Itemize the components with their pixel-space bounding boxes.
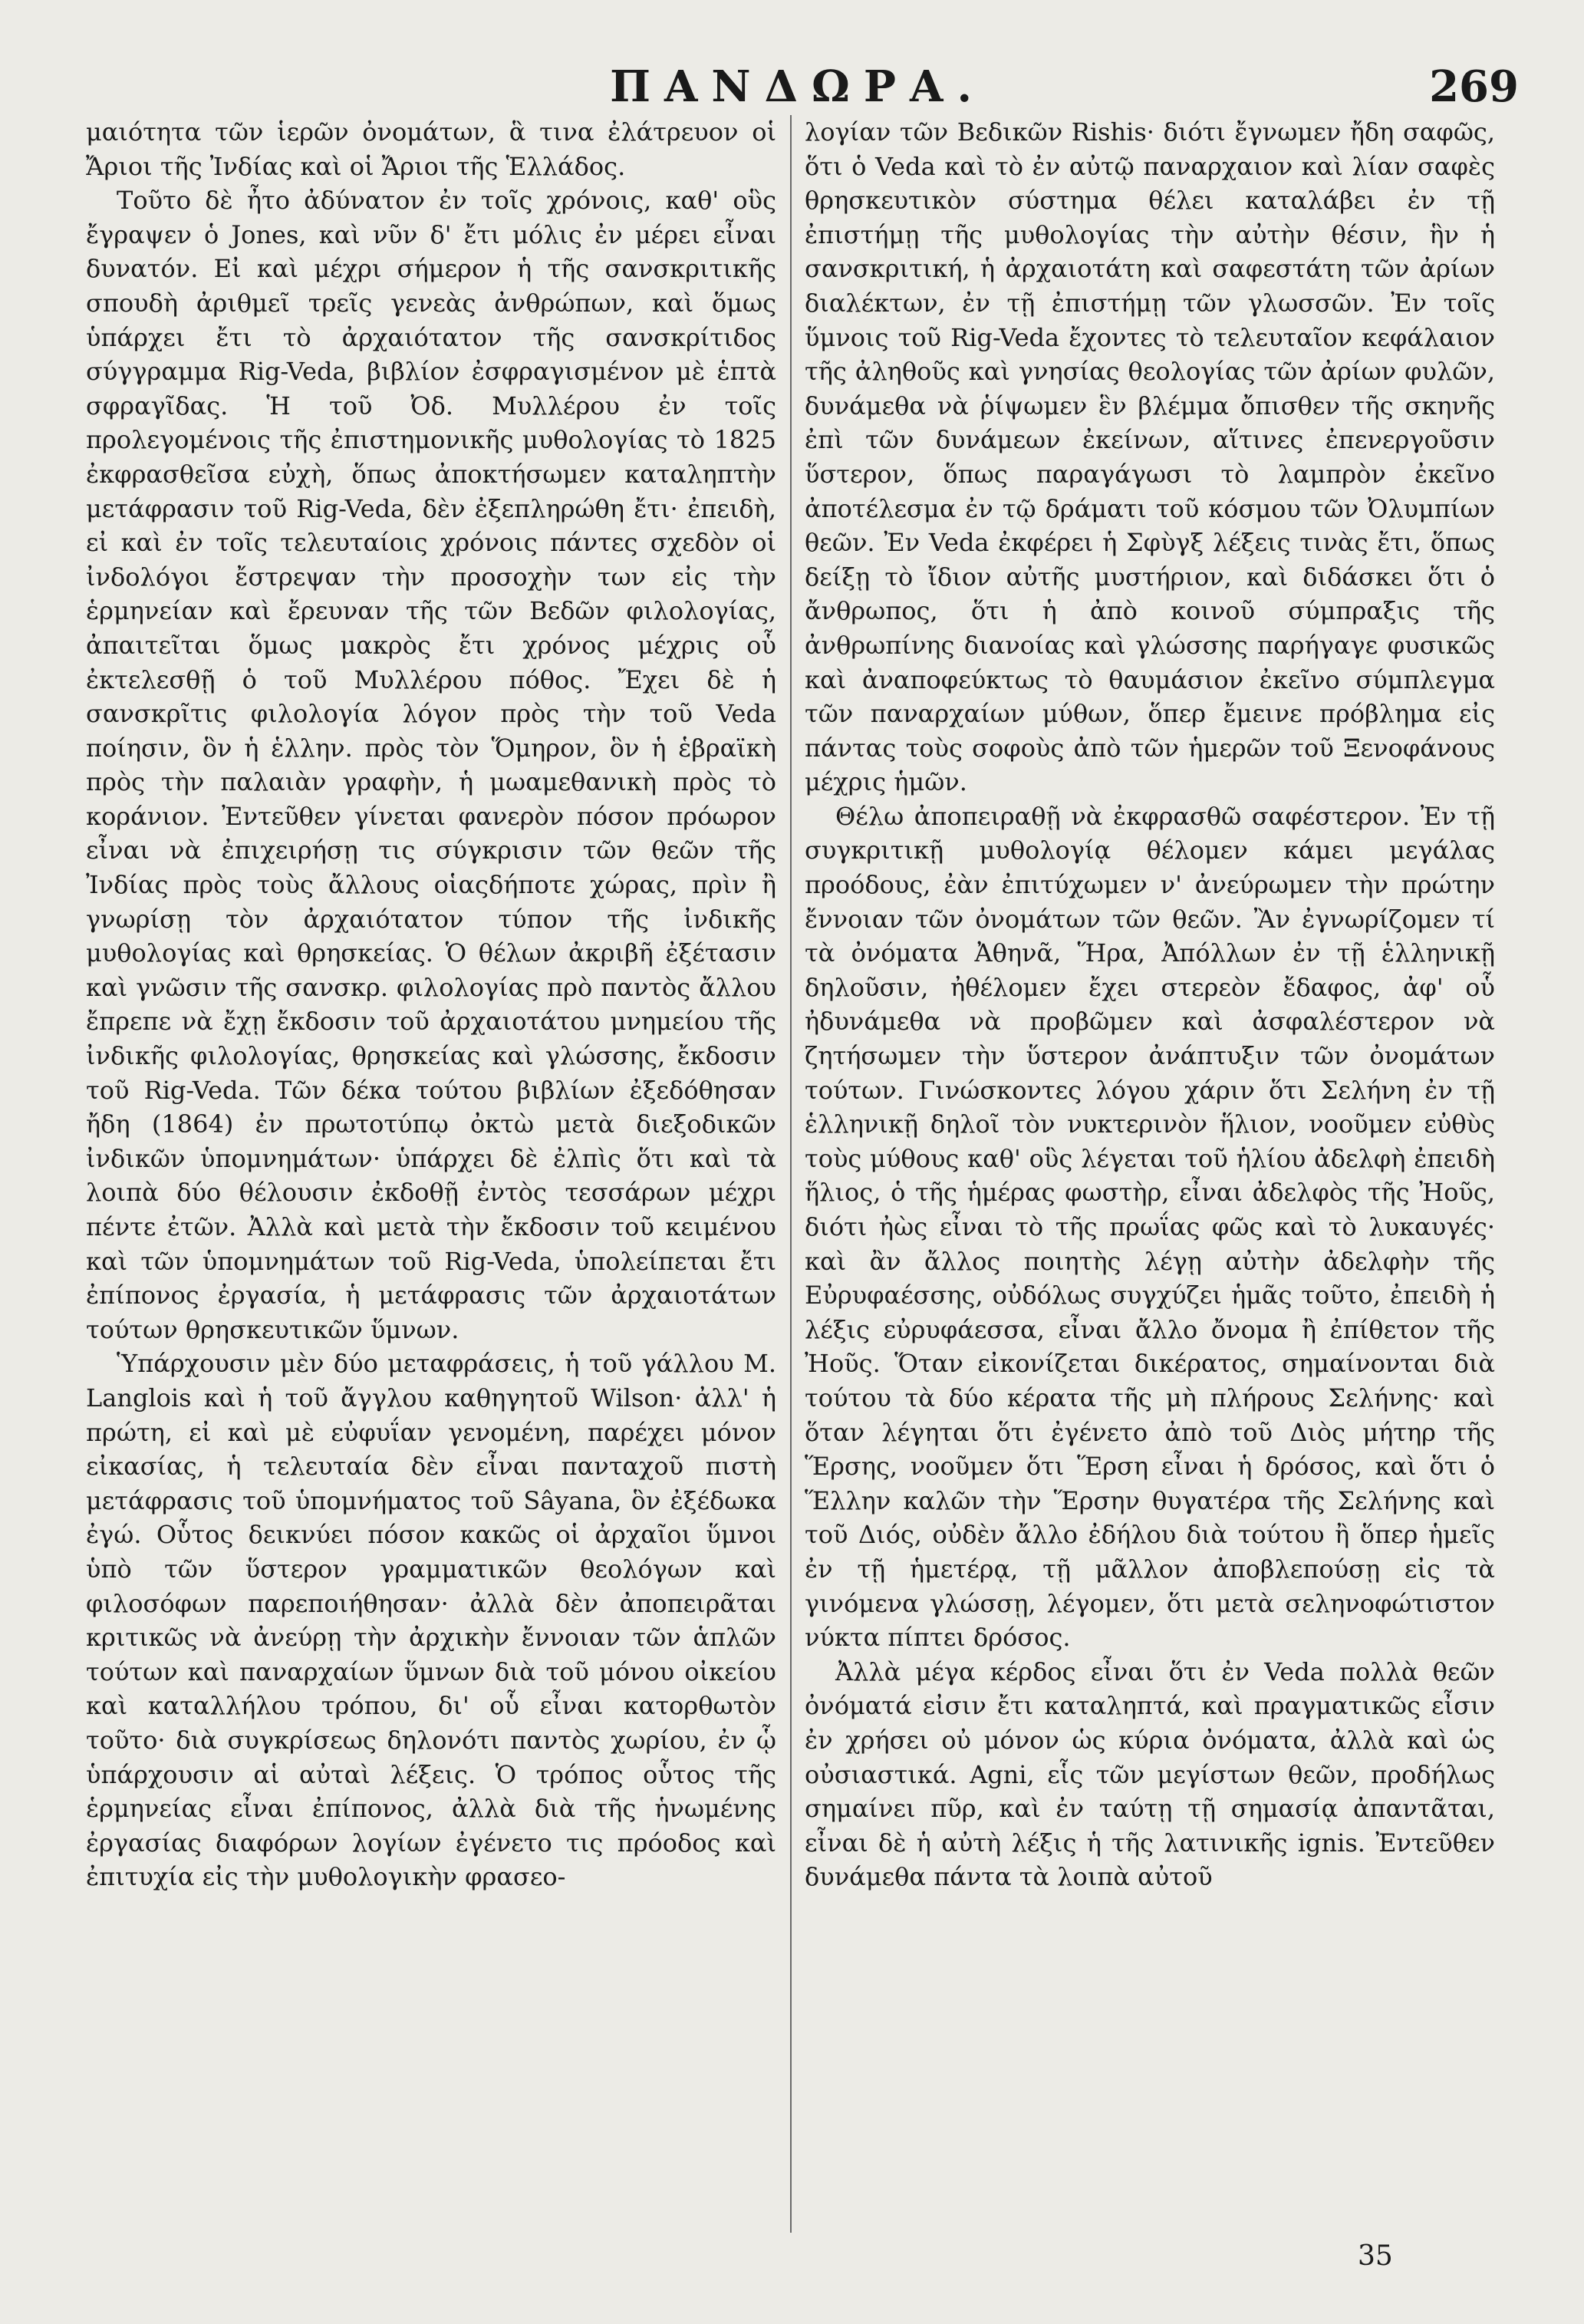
right-paragraph-2: Θέλω ἀποπειραθῇ νὰ ἐκφρασθῶ σαφέστερον. Ἐν τῇ συγκριτικῇ μυθολογίᾳ θέλομεν κάμει μεγάλας προόδους, ἐὰν ἐπιτύχωμεν ν' ἀνεύρωμεν τὴν πρώτην ἔννοιαν τῶν ὀνομάτων τῶν θεῶν. Ἂν ἐγνωρίζομεν τί τὰ ὀνόματα Ἀθηνᾶ, Ἥρα, Ἀπόλλων ἐν τῇ ἑλληνικῇ δηλοῦσιν, ἠθέλομεν ἔχει στερεὸν ἔδαφος, ἀφ' οὗ ἠδυνάμεθα νὰ προβῶμεν καὶ ἀσφαλέστερον νὰ ζητήσωμεν τὴν ὕστερον ἀνάπτυξιν τῶν ὀνομάτων τούτων. Γινώσκοντες λόγου χάριν ὅτι Σελήνη ἐν τῇ ἑλληνικῇ δηλοῖ τὸν νυκτερινὸν ἥλιον, νοοῦμεν εὐθὺς τοὺς μύθους καθ' οὓς λέγεται τοῦ ἡλίου ἀδελφὴ ἐπειδὴ ἥλιος, ὁ τῆς ἡμέρας φωστὴρ, εἶναι ἀδελφὸς τῆς Ἠοῦς, διότι ἠὼς εἶναι τὸ τῆς πρωΐας φῶς καὶ τὸ λυκαυγές· καὶ ἂν ἄλλος ποιητὴς λέγῃ αὐτὴν ἀδελφὴν τῆς Εὐρυφαέσσης, οὐδόλως συγχύζει ἡμᾶς τοῦτο, ἐπειδὴ ἡ λέξις εὐρυφάεσσα, εἶναι ἄλλο ὄνομα ἢ ἐπίθετον τῆς Ἠοῦς. Ὅταν εἰκονίζεται δικέρατος, σημαίνονται διὰ τούτου τὰ δύο κέρατα τῆς μὴ πλήρους Σελήνης· καὶ ὅταν λέγηται ὅτι ἐγένετο ἀπὸ τοῦ Διὸς μήτηρ τῆς Ἕρσης, νοοῦμεν ὅτι Ἕρση εἶναι ἡ δρόσος, καὶ ὅτι ὁ Ἕλλην καλῶν τὴν Ἕρσην θυγατέρα τῆς Σελήνης καὶ τοῦ Διός, οὐδὲν ἄλλο ἐδήλου διὰ τούτου ἢ ὅπερ ἡμεῖς ἐν τῇ ἡμετέρᾳ, τῇ μᾶλλον ἀποβλεπούσῃ εἰς τὰ γινόμενα γλώσσῃ, λέγομεν, ὅτι μετὰ σεληνοφώτιστον νύκτα πίπτει δρόσος. [805, 801, 1495, 1653]
signature-mark: 35 [1358, 2240, 1393, 2272]
right-paragraph-1: λογίαν τῶν Βεδικῶν Rishis· διότι ἔγνωμεν ἤδη σαφῶς, ὅτι ὁ Veda καὶ τὸ ἐν αὐτῷ παναρχαιον καὶ λίαν σαφὲς θρησκευτικὸν σύστημα θέλει καταλάβει ἐν τῇ ἐπιστήμῃ τῆς μυθολογίας τὴν αὐτὴν θέσιν, ἣν ἡ σανσκριτική, ἡ ἀρχαιοτάτη καὶ σαφεστάτη τῶν ἀρίων διαλέκτων, ἐν τῇ ἐπιστήμῃ τῶν γλωσσῶν. Ἐν τοῖς ὕμνοις τοῦ Rig-Veda ἔχοντες τὸ τελευταῖον κεφάλαιον τῆς ἀληθοῦς καὶ γνησίας θεολογίας τῶν ἀρίων φυλῶν, δυνάμεθα νὰ ῥίψωμεν ἓν βλέμμα ὄπισθεν τῆς σκηνῆς ἐπὶ τῶν δυνάμεων ἐκείνων, αἵτινες ἐπενεργοῦσιν ὕστερον, ὅπως παραγάγωσι τὸ λαμπρὸν ἐκεῖνο ἀποτέλεσμα ἐν τῷ δράματι τοῦ κόσμου τῶν Ὀλυμπίων θεῶν. Ἐν Veda ἐκφέρει ἡ Σφὺγξ λέξεις τινὰς ἔτι, ὅπως δείξῃ τὸ ἴδιον αὐτῆς μυστήριον, καὶ διδάσκει ὅτι ὁ ἄνθρωπος, ὅτι ἡ ἀπὸ κοινοῦ σύμπραξις τῆς ἀνθρωπίνης διανοίας καὶ γλώσσης παρήγαγε φυσικῶς καὶ ἀναποφεύκτως τὸ θαυμάσιον ἐκεῖνο σύμπλεγμα τῶν παναρχαίων μύθων, ὅπερ ἔμεινε πρόβλημα εἰς πάντας τοὺς σοφοὺς ἀπὸ τῶν ἡμερῶν τοῦ Ξενοφάνους μέχρις ἡμῶν. [805, 117, 1495, 797]
page-number: 269 [1429, 61, 1519, 112]
left-column [86, 115, 776, 1894]
left-paragraph-3: Ὑπάρχουσιν μὲν δύο μεταφράσεις, ἡ τοῦ γάλλου M. Langlois καὶ ἡ τοῦ ἄγγλου καθηγητοῦ Wilson· ἀλλ' ἡ πρώτη, εἰ καὶ μὲ εὐφυΐαν γενομένη, παρέχει μόνον εἰκασίας, ἡ τελευταία δὲν εἶναι πανταχοῦ πιστὴ μετάφρασις τοῦ ὑπομνήματος τοῦ Sâyana, ὃν ἐξέδωκα ἐγώ. Οὗτος δεικνύει πόσον κακῶς οἱ ἀρχαῖοι ὕμνοι ὑπὸ τῶν ὕστερον γραμματικῶν θεολόγων καὶ φιλοσόφων παρεποιήθησαν· ἀλλὰ δὲν ἀποπειρᾶται κριτικῶς νὰ ἀνεύρῃ τὴν ἀρχικὴν ἔννοιαν τῶν ἁπλῶν τούτων καὶ παναρχαίων ὕμνων διὰ τοῦ μόνου οἰκείου καὶ καταλλήλου τρόπου, δι' οὗ εἶναι κατορθωτὸν τοῦτο· διὰ συγκρίσεως δηλονότι παντὸς χωρίου, ἐν ᾧ ὑπάρχουσιν αἱ αὐταὶ λέξεις. Ὁ τρόπος οὗτος τῆς ἑρμηνείας εἶναι ἐπίπονος, ἀλλὰ διὰ τῆς ἡνωμένης ἐργασίας διαφόρων λογίων ἐγένετο τις πρόοδος καὶ ἐπιτυχία εἰς τὴν μυθολογικὴν φρασεο- [86, 1349, 776, 1892]
page-header [77, 54, 1519, 123]
right-paragraph-3: Ἀλλὰ μέγα κέρδος εἶναι ὅτι ἐν Veda πολλὰ θεῶν ὀνόματά εἰσιν ἔτι καταληπτά, καὶ πραγματικῶς εἶσιν ἐν χρήσει οὐ μόνον ὡς κύρια ὀνόματα, ἀλλὰ καὶ ὡς οὐσιαστικά. Agni, εἷς τῶν μεγίστων θεῶν, προδήλως σημαίνει πῦρ, καὶ ἐν ταύτῃ τῇ σημασίᾳ ἀπαντᾶται, εἶναι δὲ ἡ αὐτὴ λέξις ἡ τῆς λατινικῆς ignis. Ἐντεῦθεν δυνάμεθα πάντα τὰ λοιπὰ αὐτοῦ [805, 1656, 1495, 1892]
left-paragraph-2: Τοῦτο δὲ ἦτο ἀδύνατον ἐν τοῖς χρόνοις, καθ' οὓς ἔγραψεν ὁ Jones, καὶ νῦν δ' ἔτι μόλις ἐν μέρει εἶναι δυνατόν. Εἰ καὶ μέχρι σήμερον ἡ τῆς σανσκριτικῆς σπουδὴ ἀριθμεῖ τρεῖς γενεὰς ἀνθρώπων, καὶ ὅμως ὑπάρχει ἔτι τὸ ἀρχαιότατον τῆς σανσκρίτιδος σύγγραμμα Rig-Veda, βιβλίον ἐσφραγισμένον μὲ ἑπτὰ σφραγῖδας. Ἡ τοῦ Ὀδ. Μυλλέρου ἐν τοῖς προλεγομένοις τῆς ἐπιστημονικῆς μυθολογίας τὸ 1825 ἐκφρασθεῖσα εὐχὴ, ὅπως ἀποκτήσωμεν καταληπτὴν μετάφρασιν τοῦ Rig-Veda, δὲν ἐξεπληρώθη ἔτι· ἐπειδὴ, εἰ καὶ ἐν τοῖς τελευταίοις χρόνοις πάντες σχεδὸν οἱ ἰνδολόγοι ἔστρεψαν τὴν προσοχὴν των εἰς τὴν ἑρμηνείαν καὶ ἔρευναν τῆς τῶν Βεδῶν φιλολογίας, ἀπαιτεῖται ὅμως μακρὸς ἔτι χρόνος μέχρις οὗ ἐκτελεσθῇ ὁ τοῦ Μυλλέρου πόθος. Ἔχει δὲ ἡ σανσκρῖτις φιλολογία λόγον πρὸς τὴν τοῦ Veda ποίησιν, ὃν ἡ ἑλλην. πρὸς τὸν Ὅμηρον, ὃν ἡ ἑβραϊκὴ πρὸς τὴν παλαιὰν γραφὴν, ἡ μωαμεθανικὴ πρὸς τὸ κοράνιον. Ἐντεῦθεν γίνεται φανερὸν πόσον πρόωρον εἶναι νὰ ἐπιχειρήσῃ τις σύγκρισιν τῶν θεῶν τῆς Ἰνδίας πρὸς τοὺς ἄλλους οἱαςδήποτε χώρας, πρὶν ἢ γνωρίσῃ τὸν ἀρχαιότατον τύπον τῆς ἰνδικῆς μυθολογίας καὶ θρησκείας. Ὁ θέλων ἀκριβῆ ἐξέτασιν καὶ γνῶσιν τῆς σανσκρ. φιλολογίας πρὸ παντὸς ἄλλου ἔπρεπε νὰ ἔχῃ ἔκδοσιν τοῦ ἀρχαιοτάτου μνημείου τῆς ἰνδικῆς φιλολογίας, θρησκείας καὶ γλώσσης, ἔκδοσιν τοῦ Rig-Veda. Τῶν δέκα τούτου βιβλίων ἐξεδόθησαν ἤδη (1864) ἐν πρωτοτύπῳ ὀκτὼ μετὰ διεξοδικῶν ἰνδικῶν ὑπομνημάτων· ὑπάρχει δὲ ἐλπὶς ὅτι καὶ τὰ λοιπὰ δύο θέλουσιν ἐκδοθῇ ἐντὸς τεσσάρων μέχρι πέντε ἐτῶν. Ἀλλὰ καὶ μετὰ τὴν ἔκδοσιν τοῦ κειμένου καὶ τῶν ὑπομνημάτων τοῦ Rig-Veda, ὑπολείπεται ἔτι ἐπίπονος ἐργασία, ἡ μετάφρασις τῶν ἀρχαιοτάτων τούτων θρησκευτικῶν ὕμνων. [86, 186, 776, 1344]
running-title: ΠΑΝΔΩΡΑ. [610, 61, 986, 112]
left-paragraph-1: μαιότητα τῶν ἱερῶν ὀνομάτων, ἃ τινα ἐλάτρευον οἱ Ἄριοι τῆς Ἰνδίας καὶ οἱ Ἄριοι τῆς Ἑλλάδος. [86, 117, 776, 181]
right-column [805, 115, 1495, 1894]
column-divider [790, 115, 792, 2233]
